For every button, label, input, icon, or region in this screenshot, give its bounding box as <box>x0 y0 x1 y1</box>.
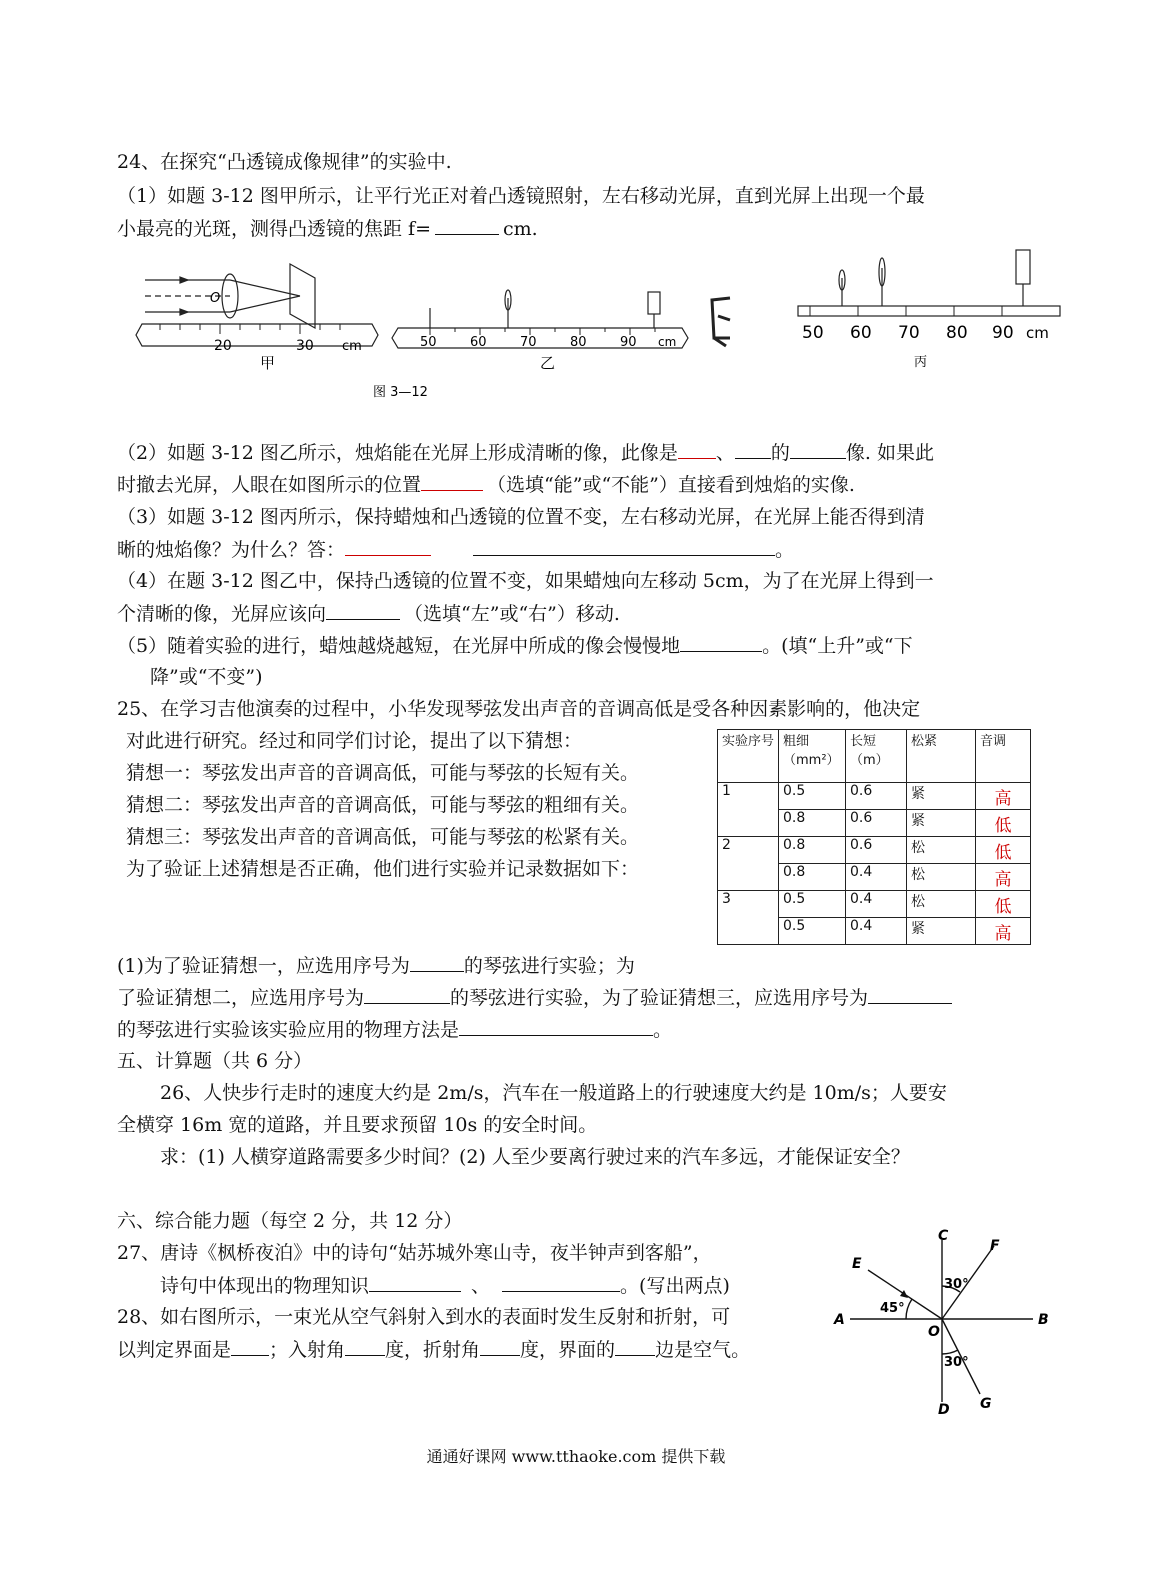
jia-label: 甲 <box>260 354 276 372</box>
row-length: 0.4 <box>846 918 907 945</box>
blank-direction[interactable] <box>326 601 400 620</box>
row-tone: 高 <box>976 864 1031 891</box>
figure-3-12 <box>130 238 1070 408</box>
header-length: 长短（m） <box>846 730 907 783</box>
q24-p1-line2: 小最亮的光斑，测得凸透镜的焦距 f= cm. <box>117 218 538 240</box>
section6-title: 六、综合能力题（每空 2 分，共 12 分） <box>117 1210 463 1232</box>
bing-label: 丙 <box>914 355 928 370</box>
q25-line6: 为了验证上述猜想是否正确，他们进行实验并记录数据如下： <box>126 858 640 880</box>
blank-refraction-angle[interactable] <box>480 1337 520 1356</box>
q26-line2: 全横穿 16m 宽的道路，并且要求预留 10s 的安全时间。 <box>117 1114 598 1136</box>
q24-p2-line2: 时撤去光屏，人眼在如图所示的位置 （选填“能”或“不能”）直接看到烛焰的实像. <box>117 474 855 496</box>
bing-tick-60: 60 <box>850 323 872 343</box>
q25-line2: 对此进行研究。经过和同学们讨论，提出了以下猜想： <box>126 730 583 752</box>
point-e-label: E <box>852 1256 862 1272</box>
blank-incident-angle[interactable] <box>345 1337 385 1356</box>
yi-tick-50: 50 <box>420 335 437 350</box>
q24-p3-line1: （3）如题 3-12 图丙所示，保持蜡烛和凸透镜的位置不变，左右移动光屏，在光屏上能否得到清 <box>117 506 925 528</box>
bing-tick-cm: cm <box>1026 324 1049 342</box>
point-b-label: B <box>1038 1312 1049 1328</box>
row-no: 3 <box>718 891 779 945</box>
row-tightness: 松 <box>907 864 976 891</box>
yi-label: 乙 <box>540 354 556 372</box>
row-thickness: 0.8 <box>779 810 846 837</box>
point-c-label: C <box>938 1228 949 1244</box>
blank-method[interactable] <box>459 1017 653 1036</box>
figure-caption: 图 3—12 <box>373 385 428 400</box>
q26-line3: 求：(1) 人横穿道路需要多少时间？(2) 人至少要离行驶过来的汽车多远，才能保证安全？ <box>160 1146 910 1168</box>
angle-top-label: 30° <box>944 1277 969 1292</box>
yi-tick-60: 60 <box>470 335 487 350</box>
row-tone: 高 <box>976 918 1031 945</box>
blank-guess1-no[interactable] <box>410 953 464 972</box>
header-no: 实验序号 <box>718 730 779 783</box>
string-data-table <box>717 729 1031 945</box>
guess-3: 猜想三：琴弦发出声音的音调高低，可能与琴弦的松紧有关。 <box>126 826 640 848</box>
point-a-label: A <box>834 1312 845 1328</box>
blank-guess3-no[interactable] <box>868 985 952 1004</box>
yi-tick-70: 70 <box>520 335 537 350</box>
point-g-label: G <box>980 1396 992 1412</box>
blank-focal-length[interactable] <box>435 216 499 235</box>
q24-p5-line2: 降”或“不变”) <box>150 666 263 688</box>
row-no: 2 <box>718 837 779 891</box>
row-tightness: 松 <box>907 837 976 864</box>
point-d-label: D <box>938 1402 950 1416</box>
eye-icon <box>712 298 730 346</box>
blank-air-side[interactable] <box>615 1337 655 1356</box>
row-length: 0.4 <box>846 864 907 891</box>
row-length: 0.6 <box>846 783 907 810</box>
q28-line1: 28、如右图所示，一束光从空气斜射入到水的表面时发生反射和折射，可 <box>117 1306 731 1328</box>
blank-physics-1[interactable] <box>369 1273 461 1292</box>
blank-physics-2[interactable] <box>502 1273 620 1292</box>
q28-line2: 以判定界面是 ；入射角 度，折射角 度，界面的 边是空气。 <box>117 1339 751 1361</box>
q24-p4-line2: 个清晰的像，光屏应该向 （选填“左”或“右”）移动. <box>117 603 620 625</box>
blank-answer-3a[interactable] <box>345 537 431 556</box>
table-row <box>718 891 1031 918</box>
row-tone: 高 <box>976 783 1031 810</box>
bing-tick-50: 50 <box>802 323 824 343</box>
row-thickness: 0.8 <box>779 837 846 864</box>
row-tightness: 紧 <box>907 918 976 945</box>
yi-tick-90: 90 <box>620 335 637 350</box>
yi-tick-cm: cm <box>658 335 677 349</box>
q25-ans1: (1)为了验证猜想一，应选用序号为 的琴弦进行实验；为 <box>117 955 635 977</box>
q26-line1: 26、人快步行走时的速度大约是 2m/s，汽车在一般道路上的行驶速度大约是 10m/s；人要安 <box>160 1082 947 1104</box>
jia-tick-cm: cm <box>342 339 362 354</box>
blank-image-2[interactable] <box>735 440 771 459</box>
row-thickness: 0.5 <box>779 918 846 945</box>
row-tightness: 松 <box>907 891 976 918</box>
row-thickness: 0.5 <box>779 891 846 918</box>
jia-tick-20: 20 <box>214 338 232 354</box>
blank-guess2-no[interactable] <box>364 985 450 1004</box>
q25-line1: 25、在学习吉他演奏的过程中，小华发现琴弦发出声音的音调高低是受各种因素影响的，他决定 <box>117 698 921 720</box>
angle-left-label: 45° <box>880 1301 905 1316</box>
figure-yi <box>392 290 688 372</box>
bing-tick-70: 70 <box>898 323 920 343</box>
row-tightness: 紧 <box>907 810 976 837</box>
blank-answer-3b[interactable] <box>473 537 775 556</box>
row-tone: 低 <box>976 891 1031 918</box>
q25-ans3: 的琴弦进行实验该实验应用的物理方法是 。 <box>117 1019 673 1041</box>
header-thickness: 粗细（mm²） <box>779 730 846 783</box>
q24-p4-line1: （4）在题 3-12 图乙中，保持凸透镜的位置不变，如果蜡烛向左移动 5cm，为了在光屏上得到一 <box>117 570 934 592</box>
figure-jia <box>136 264 378 372</box>
row-length: 0.4 <box>846 891 907 918</box>
jia-tick-30: 30 <box>296 338 314 354</box>
row-tone: 低 <box>976 810 1031 837</box>
figure-bing <box>798 250 1060 370</box>
point-o-label: O <box>928 1324 940 1340</box>
row-length: 0.6 <box>846 810 907 837</box>
q27-line2: 诗句中体现出的物理知识 、 。(写出两点) <box>160 1275 730 1297</box>
header-tone: 音调 <box>976 730 1031 783</box>
yi-tick-80: 80 <box>570 335 587 350</box>
header-tightness: 松紧 <box>907 730 976 783</box>
guess-2: 猜想二：琴弦发出声音的音调高低，可能与琴弦的粗细有关。 <box>126 794 640 816</box>
q24-p2-line1: （2）如题 3-12 图乙所示，烛焰能在光屏上形成清晰的像，此像是 、 的 像. 如果此 <box>117 442 934 464</box>
row-length: 0.6 <box>846 837 907 864</box>
jia-lens-label: O <box>210 291 221 306</box>
row-no: 1 <box>718 783 779 837</box>
table-row <box>718 783 1031 810</box>
table-header-row <box>718 730 1031 783</box>
section5-title: 五、计算题（共 6 分） <box>117 1050 313 1072</box>
q24-p5-line1: （5）随着实验的进行，蜡烛越烧越短，在光屏中所成的像会慢慢地 。(填“上升”或“下 <box>117 635 913 657</box>
blank-can-see[interactable] <box>421 472 483 491</box>
q24-p1-line1: （1）如题 3-12 图甲所示，让平行光正对着凸透镜照射，左右移动光屏，直到光屏上出现一个最 <box>117 185 925 207</box>
row-thickness: 0.8 <box>779 864 846 891</box>
bing-tick-90: 90 <box>992 323 1014 343</box>
bing-tick-80: 80 <box>946 323 968 343</box>
q27-line1: 27、唐诗《枫桥夜泊》中的诗句“姑苏城外寒山寺，夜半钟声到客船”， <box>117 1242 712 1264</box>
blank-image-3[interactable] <box>790 440 846 459</box>
optics-diagram <box>828 1226 1052 1416</box>
blank-image-motion[interactable] <box>680 633 762 652</box>
footer-credit: 通通好课网 www.tthaoke.com 提供下载 <box>426 1447 726 1466</box>
angle-bottom-label: 30° <box>944 1355 969 1370</box>
point-f-label: F <box>990 1238 1000 1254</box>
q25-ans2: 了验证猜想二，应选用序号为 的琴弦进行实验，为了验证猜想三，应选用序号为 <box>117 985 952 1010</box>
q24-p3-line2: 晰的烛焰像？为什么？答： 。 <box>117 539 795 561</box>
blank-interface[interactable] <box>231 1337 269 1356</box>
guess-1: 猜想一：琴弦发出声音的音调高低，可能与琴弦的长短有关。 <box>126 762 640 784</box>
row-tone: 低 <box>976 837 1031 864</box>
blank-image-1[interactable] <box>678 440 716 459</box>
table-row <box>718 837 1031 864</box>
row-tightness: 紧 <box>907 783 976 810</box>
q24-title: 24、在探究“凸透镜成像规律”的实验中. <box>117 151 452 173</box>
row-thickness: 0.5 <box>779 783 846 810</box>
